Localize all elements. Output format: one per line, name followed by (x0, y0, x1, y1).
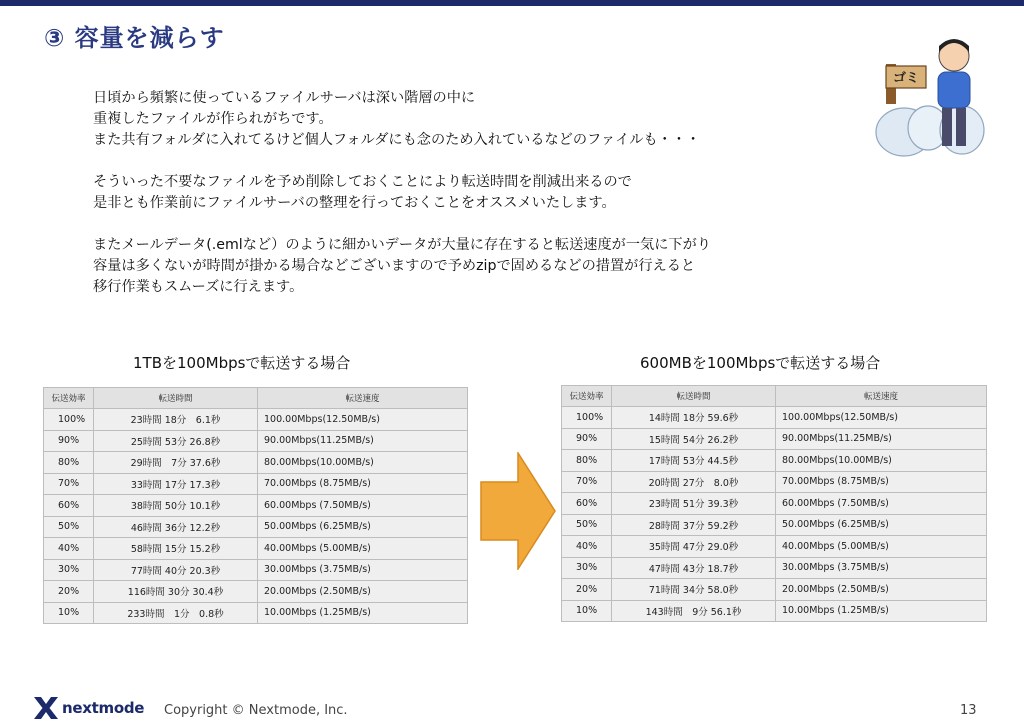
cell-time: 15時間 54分 26.2秒 (612, 428, 776, 450)
cell-time: 233時間 1分 0.8秒 (94, 602, 258, 624)
cell-rate: 60% (44, 495, 94, 517)
header-time: 転送時間 (94, 388, 258, 409)
left-transfer-table (43, 387, 468, 624)
header-rate: 伝送効率 (44, 388, 94, 409)
header-rate: 伝送効率 (562, 386, 612, 407)
cell-speed: 20.00Mbps (2.50MB/s) (258, 581, 468, 603)
cell-speed: 80.00Mbps(10.00MB/s) (258, 452, 468, 474)
table-row (562, 514, 987, 536)
cell-time: 28時間 37分 59.2秒 (612, 514, 776, 536)
cell-speed: 30.00Mbps (3.75MB/s) (258, 559, 468, 581)
table-header-row (562, 386, 987, 407)
copyright-text: Copyright © Nextmode, Inc. (164, 703, 348, 718)
cell-time: 25時間 53分 26.8秒 (94, 430, 258, 452)
slide-body-text (93, 88, 853, 298)
cell-speed: 60.00Mbps (7.50MB/s) (258, 495, 468, 517)
cell-time: 116時間 30分 30.4秒 (94, 581, 258, 603)
body-line: 容量は多くないが時間が掛かる場合などございますので予めzipで固めるなどの措置が行えると (93, 258, 696, 274)
table-row (562, 600, 987, 622)
cell-speed: 10.00Mbps (1.25MB/s) (258, 602, 468, 624)
cell-rate: 100% (44, 409, 94, 431)
left-table-caption: 1TBを100Mbpsで転送する場合 (133, 354, 351, 372)
nextmode-x-logo-icon (34, 697, 58, 719)
table-row (44, 473, 468, 495)
header-speed: 転送速度 (776, 386, 987, 407)
cell-rate: 10% (44, 602, 94, 624)
table-row (562, 536, 987, 558)
cell-rate: 40% (44, 538, 94, 560)
table-row (44, 430, 468, 452)
table-row (562, 493, 987, 515)
table-row (562, 557, 987, 579)
person-leg (956, 108, 966, 146)
cell-rate: 90% (562, 428, 612, 450)
body-line: 日頃から頻繁に使っているファイルサーバは深い階層の中に (93, 90, 476, 106)
person-body (938, 72, 970, 108)
body-line: またメールデータ(.emlなど）のように細かいデータが大量に存在すると転送速度が一気に下がり (93, 237, 711, 253)
body-line: 重複したファイルが作られがちです。 (93, 111, 333, 127)
cell-speed: 30.00Mbps (3.75MB/s) (776, 557, 987, 579)
cell-time: 35時間 47分 29.0秒 (612, 536, 776, 558)
cell-rate: 30% (44, 559, 94, 581)
header-speed: 転送速度 (258, 388, 468, 409)
cell-rate: 70% (562, 471, 612, 493)
cell-time: 14時間 18分 59.6秒 (612, 407, 776, 429)
right-table-caption: 600MBを100Mbpsで転送する場合 (640, 354, 881, 372)
cell-rate: 60% (562, 493, 612, 515)
cell-speed: 40.00Mbps (5.00MB/s) (776, 536, 987, 558)
cell-rate: 50% (562, 514, 612, 536)
cell-time: 77時間 40分 20.3秒 (94, 559, 258, 581)
footer-logo (34, 697, 144, 719)
header-time: 転送時間 (612, 386, 776, 407)
table-row (562, 428, 987, 450)
cell-speed: 60.00Mbps (7.50MB/s) (776, 493, 987, 515)
trash-bags-illustration (866, 34, 990, 160)
body-line: 是非とも作業前にファイルサーバの整理を行っておくことをオススメいたします。 (93, 195, 616, 211)
cell-speed: 90.00Mbps(11.25MB/s) (258, 430, 468, 452)
table-row (562, 579, 987, 601)
cell-time: 20時間 27分 8.0秒 (612, 471, 776, 493)
cell-time: 46時間 36分 12.2秒 (94, 516, 258, 538)
cell-speed: 100.00Mbps(12.50MB/s) (258, 409, 468, 431)
table-row (44, 602, 468, 624)
footer-brand: nextmode (62, 699, 145, 717)
cell-time: 38時間 50分 10.1秒 (94, 495, 258, 517)
cell-rate: 80% (44, 452, 94, 474)
sign-label: ゴミ (892, 71, 920, 86)
cell-rate: 40% (562, 536, 612, 558)
table-row (44, 409, 468, 431)
table-row (562, 471, 987, 493)
table-row (44, 516, 468, 538)
cell-speed: 50.00Mbps (6.25MB/s) (776, 514, 987, 536)
cell-rate: 20% (562, 579, 612, 601)
table-row (44, 581, 468, 603)
body-line: そういった不要なファイルを予め削除しておくことにより転送時間を削減出来るので (93, 174, 632, 190)
cell-rate: 100% (562, 407, 612, 429)
slide-title: ③ 容量を減らす (44, 24, 225, 52)
person-leg (942, 108, 952, 146)
cell-speed: 50.00Mbps (6.25MB/s) (258, 516, 468, 538)
table-row (44, 495, 468, 517)
table-row (562, 450, 987, 472)
cell-time: 23時間 51分 39.3秒 (612, 493, 776, 515)
cell-speed: 40.00Mbps (5.00MB/s) (258, 538, 468, 560)
cell-speed: 90.00Mbps(11.25MB/s) (776, 428, 987, 450)
cell-speed: 100.00Mbps(12.50MB/s) (776, 407, 987, 429)
table-row (44, 538, 468, 560)
body-line: また共有フォルダに入れてるけど個人フォルダにも念のため入れているなどのファイルも・・・ (93, 132, 701, 148)
page-number: 13 (960, 703, 977, 718)
cell-rate: 20% (44, 581, 94, 603)
right-transfer-table (561, 385, 987, 622)
cell-time: 58時間 15分 15.2秒 (94, 538, 258, 560)
cell-rate: 10% (562, 600, 612, 622)
cell-time: 29時間 7分 37.6秒 (94, 452, 258, 474)
cell-rate: 90% (44, 430, 94, 452)
cell-time: 33時間 17分 17.3秒 (94, 473, 258, 495)
cell-time: 23時間 18分 6.1秒 (94, 409, 258, 431)
cell-speed: 10.00Mbps (1.25MB/s) (776, 600, 987, 622)
table-row (562, 407, 987, 429)
cell-rate: 50% (44, 516, 94, 538)
cell-rate: 80% (562, 450, 612, 472)
right-arrow-icon (480, 452, 556, 570)
cell-speed: 70.00Mbps (8.75MB/s) (258, 473, 468, 495)
cell-speed: 80.00Mbps(10.00MB/s) (776, 450, 987, 472)
cell-speed: 20.00Mbps (2.50MB/s) (776, 579, 987, 601)
table-header-row (44, 388, 468, 409)
cell-time: 143時間 9分 56.1秒 (612, 600, 776, 622)
table-row (44, 559, 468, 581)
cell-speed: 70.00Mbps (8.75MB/s) (776, 471, 987, 493)
cell-time: 71時間 34分 58.0秒 (612, 579, 776, 601)
cell-time: 47時間 43分 18.7秒 (612, 557, 776, 579)
body-line: 移行作業もスムーズに行えます。 (93, 279, 304, 295)
cell-rate: 30% (562, 557, 612, 579)
top-accent-bar (0, 0, 1024, 6)
cell-rate: 70% (44, 473, 94, 495)
table-row (44, 452, 468, 474)
cell-time: 17時間 53分 44.5秒 (612, 450, 776, 472)
